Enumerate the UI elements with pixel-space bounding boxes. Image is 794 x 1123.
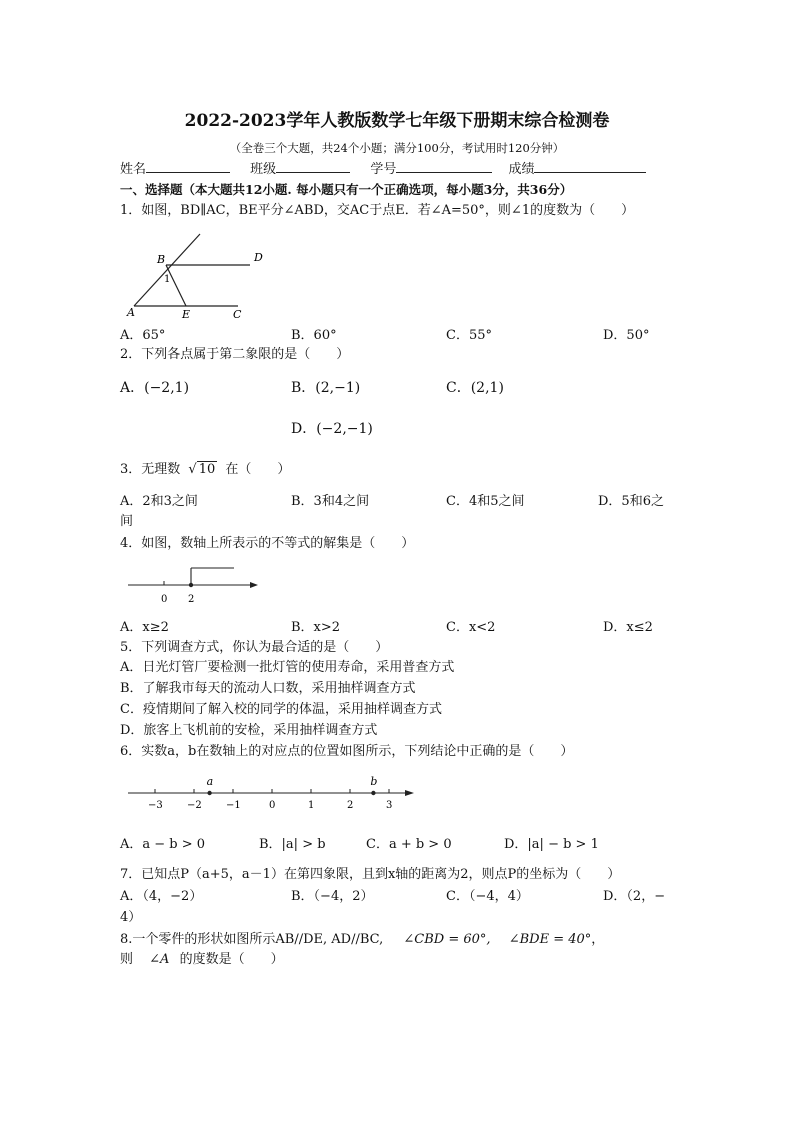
point-label-b: b bbox=[370, 775, 378, 788]
label-c: C bbox=[233, 308, 242, 321]
section-header: 一、选择题（本大题共12小题. 每小题只有一个正确选项，每小题3分，共36分） bbox=[120, 182, 573, 197]
q7-option-c[interactable]: C．（−4，4） bbox=[446, 889, 529, 904]
tick-label--3: −3 bbox=[148, 800, 163, 811]
label-two: 2 bbox=[188, 594, 195, 605]
q7-option-b[interactable]: B．（−4，2） bbox=[291, 889, 374, 904]
q8-angle-cbd: ∠CBD = 60°, bbox=[403, 932, 491, 947]
q6-option-a[interactable]: A．a − b > 0 bbox=[120, 837, 206, 852]
q2-option-b[interactable]: B．(2,−1) bbox=[291, 380, 361, 396]
point-a bbox=[207, 791, 211, 795]
label-e: E bbox=[182, 308, 191, 321]
q4-option-d[interactable]: D．x≤2 bbox=[603, 620, 653, 635]
point-label-a: a bbox=[206, 775, 214, 788]
label-a: A bbox=[127, 306, 135, 319]
id-label: 学号 bbox=[370, 162, 397, 177]
q5-option-d[interactable]: D．旅客上飞机前的安检，采用抽样调查方式 bbox=[120, 723, 378, 738]
q2-option-c[interactable]: C．(2,1) bbox=[446, 380, 504, 396]
q1-figure bbox=[124, 226, 274, 322]
q6-number-line bbox=[124, 772, 424, 812]
q3-option-d[interactable]: D．5和6之 bbox=[598, 494, 664, 509]
q8-stem-a: 8.一个零件的形状如图所示AB//DE, AD//BC, bbox=[120, 932, 384, 947]
tick-label-1: 1 bbox=[308, 800, 315, 811]
label-zero: 0 bbox=[161, 594, 168, 605]
q2-option-a[interactable]: A．(−2,1) bbox=[120, 380, 190, 396]
q4-option-b[interactable]: B．x>2 bbox=[291, 620, 341, 635]
q1-option-a[interactable]: A．65° bbox=[120, 328, 166, 343]
id-field[interactable] bbox=[396, 160, 492, 173]
q4-stem: 4．如图，数轴上所表示的不等式的解集是（ ） bbox=[120, 536, 415, 551]
q3-option-a[interactable]: A．2和3之间 bbox=[120, 494, 198, 509]
q8-angle-bde: ∠BDE = 40° bbox=[508, 932, 592, 947]
point-b bbox=[371, 791, 375, 795]
q3-option-d-wrap: 间 bbox=[120, 514, 134, 529]
arrow-icon bbox=[250, 582, 258, 588]
q6-option-d[interactable]: D．|a| − b > 1 bbox=[504, 837, 599, 852]
sqrt-expression bbox=[188, 461, 217, 479]
q3-stem bbox=[120, 461, 290, 479]
label-d: D bbox=[254, 251, 263, 264]
q6-option-c[interactable]: C．a + b > 0 bbox=[366, 837, 452, 852]
tick-label-3: 3 bbox=[386, 800, 393, 811]
line-ab bbox=[134, 234, 200, 306]
label-angle-1: 1 bbox=[164, 274, 171, 285]
tick-label-2: 2 bbox=[347, 800, 354, 811]
q7-option-d[interactable]: D．（2，− bbox=[603, 889, 666, 904]
q8-comma: ， bbox=[591, 932, 605, 947]
q5-option-a[interactable]: A．日光灯管厂要检测一批灯管的使用寿命，采用普查方式 bbox=[120, 660, 455, 675]
student-info-row bbox=[120, 160, 646, 179]
q1-option-b[interactable]: B．60° bbox=[291, 328, 337, 343]
q8-line2-a: 则 bbox=[120, 952, 134, 967]
q8-stem bbox=[120, 931, 604, 949]
tick-label--2: −2 bbox=[187, 800, 202, 811]
q5-stem: 5．下列调查方式，你认为最合适的是（ ） bbox=[120, 640, 389, 655]
arrow-icon bbox=[405, 790, 414, 796]
q8-line2-c: 的度数是（ ） bbox=[179, 952, 284, 967]
q5-option-b[interactable]: B．了解我市每天的流动人口数，采用抽样调查方式 bbox=[120, 681, 416, 696]
line-be bbox=[166, 265, 186, 306]
q7-stem: 7．已知点P（a+5，a－1）在第四象限，且到x轴的距离为2，则点P的坐标为（ ） bbox=[120, 867, 621, 882]
q3-option-b[interactable]: B．3和4之间 bbox=[291, 494, 370, 509]
tick-label--1: −1 bbox=[226, 800, 241, 811]
radical-sign: √ bbox=[188, 462, 197, 477]
name-field[interactable] bbox=[146, 160, 230, 173]
name-label: 姓名 bbox=[120, 162, 147, 177]
score-field[interactable] bbox=[534, 160, 646, 173]
class-field[interactable] bbox=[276, 160, 350, 173]
q5-option-c[interactable]: C．疫情期间了解入校的同学的体温，采用抽样调查方式 bbox=[120, 702, 442, 717]
q1-option-d[interactable]: D．50° bbox=[603, 328, 650, 343]
tick-label-0: 0 bbox=[269, 800, 276, 811]
q4-option-a[interactable]: A．x≥2 bbox=[120, 620, 169, 635]
q3-stem-a: 3．无理数 bbox=[120, 462, 181, 477]
q2-stem: 2．下列各点属于第二象限的是（ ） bbox=[120, 347, 350, 362]
class-label: 班级 bbox=[250, 162, 277, 177]
exam-instructions: （全卷三个大题，共24个小题；满分100分，考试用时120分钟） bbox=[229, 141, 565, 155]
q3-option-c[interactable]: C．4和5之间 bbox=[446, 494, 525, 509]
q2-option-d[interactable]: D．(−2,−1) bbox=[291, 421, 373, 437]
q3-stem-b: 在（ ） bbox=[225, 462, 291, 477]
q1-option-c[interactable]: C．55° bbox=[446, 328, 492, 343]
q4-option-c[interactable]: C．x<2 bbox=[446, 620, 496, 635]
radicand: 10 bbox=[198, 462, 216, 477]
label-b: B bbox=[157, 253, 166, 266]
page-title: 2022-2023学年人教版数学七年级下册期末综合检测卷 bbox=[184, 111, 610, 131]
q7-option-a[interactable]: A．（4，−2） bbox=[120, 889, 203, 904]
q6-option-b[interactable]: B．|a| > b bbox=[259, 837, 326, 852]
q1-stem: 1．如图，BD∥AC，BE平分∠ABD，交AC于点E．若∠A=50°，则∠1的度数为（ ） bbox=[120, 203, 635, 218]
score-label: 成绩 bbox=[508, 162, 535, 177]
q8-angle-a: ∠A bbox=[149, 952, 170, 967]
q8-line2 bbox=[120, 951, 284, 969]
q6-stem: 6．实数a，b在数轴上的对应点的位置如图所示，下列结论中正确的是（ ） bbox=[120, 744, 574, 759]
q7-option-d-wrap: 4） bbox=[120, 910, 142, 925]
q4-number-line bbox=[124, 563, 264, 607]
